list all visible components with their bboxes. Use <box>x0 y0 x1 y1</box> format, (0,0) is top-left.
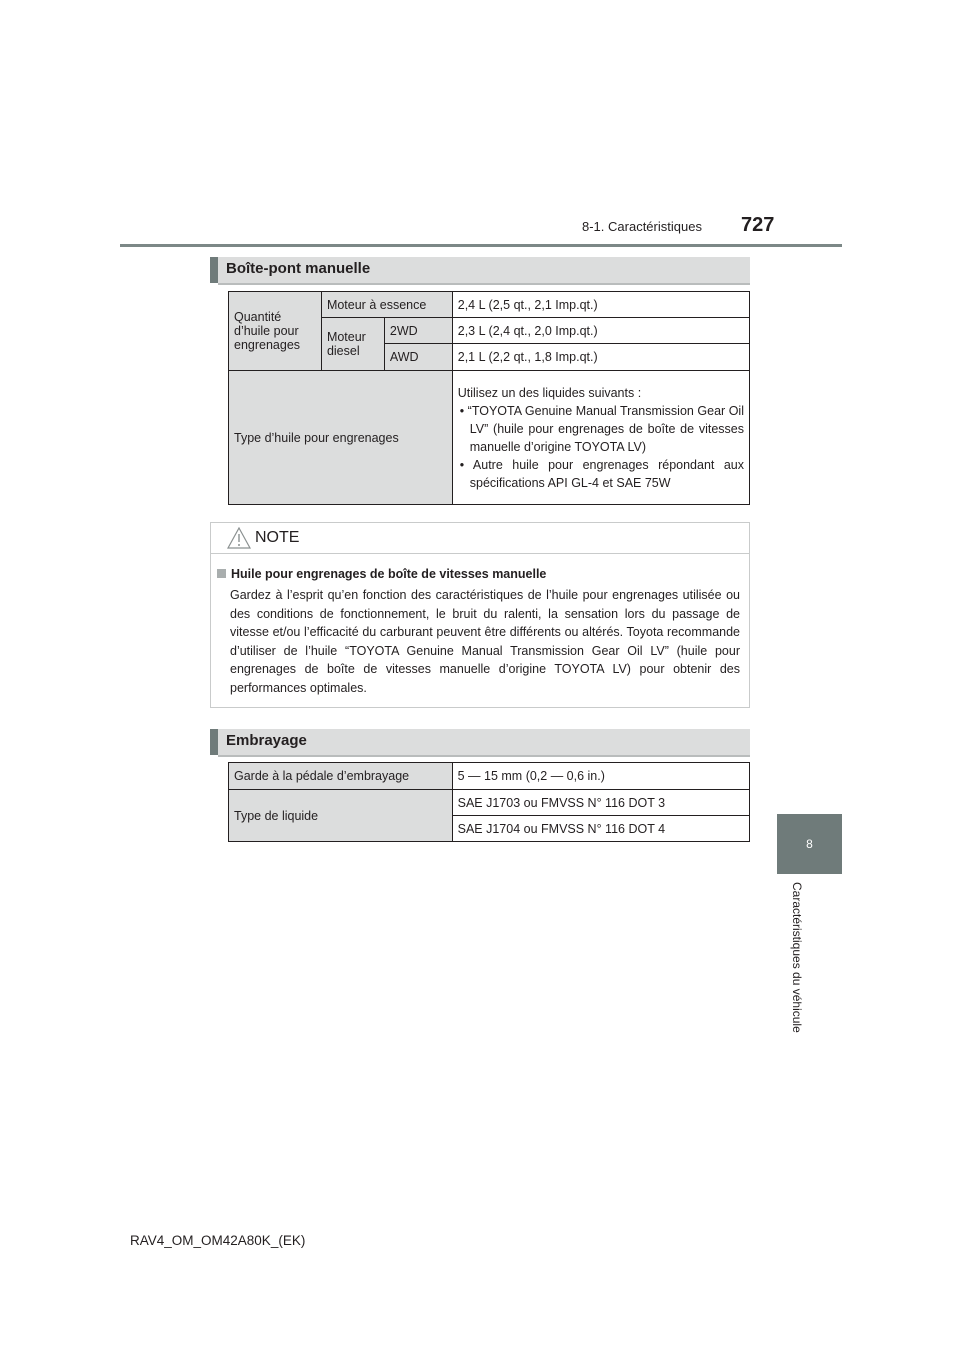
note-heading <box>217 567 546 581</box>
chapter-tab[interactable]: 8 <box>777 814 842 874</box>
wd2-label-cell: 2WD <box>384 318 452 344</box>
pedal-value-cell: 5 — 15 mm (0,2 — 0,6 in.) <box>452 763 749 790</box>
qty-label-cell: Quantité d’huile pour engrenages <box>229 292 322 371</box>
section-title-gearbox: Boîte-pont manuelle <box>226 260 371 277</box>
footer-code: RAV4_OM_OM42A80K_(EK) <box>130 1233 306 1248</box>
note-box <box>210 522 750 708</box>
oil-type-label-cell: Type d’huile pour engrenages <box>229 371 453 505</box>
petrol-label-cell: Moteur à essence <box>321 292 452 318</box>
fluid-label-cell: Type de liquide <box>229 790 453 842</box>
square-bullet-icon <box>217 569 226 578</box>
page-number: 727 <box>741 214 775 236</box>
note-title: NOTE <box>255 529 300 546</box>
section-underline <box>218 755 750 757</box>
awd-value-cell: 2,1 L (2,2 qt., 1,8 Imp.qt.) <box>452 344 749 371</box>
chapter-side-label: Caractéristiques du véhicule <box>790 882 804 1033</box>
diesel-label-cell: Moteur diesel <box>321 318 384 371</box>
section-bar-clutch <box>210 729 750 755</box>
oil-type-value-cell <box>452 371 749 505</box>
fluid-value-cell: SAE J1704 ou FMVSS N° 116 DOT 4 <box>452 816 749 842</box>
header-rule <box>120 244 842 247</box>
header-section-title: 8-1. Caractéristiques <box>582 219 702 234</box>
note-body: Gardez à l’esprit qu’en fonction des caractéristiques de l’huile pour engrenages utilisée ou des conditions de fonctionnement, le bruit du ralenti, la sensation lors du passage de vitesse et/ou l’efficacité du carburant peuvent être différents ou altérés. Toyota recommande d’utiliser de l’huile “TOYOTA Genuine Manual Transmission Gear Oil LV” (huile pour engrenages de boîte de vitesses manuelle d’origine TOYOTA LV) pour obtenir des performances optimales. <box>230 588 740 695</box>
note-title-row <box>211 523 749 554</box>
note-heading-text: Huile pour engrenages de boîte de vitesses manuelle <box>231 567 547 581</box>
petrol-value-cell: 2,4 L (2,5 qt., 2,1 Imp.qt.) <box>452 292 749 318</box>
oil-type-item: • Autre huile pour engrenages répondant aux spécifications API GL-4 et SAE 75W <box>459 457 744 490</box>
clutch-spec-table <box>228 762 750 842</box>
section-bar-gearbox <box>210 257 750 283</box>
wd2-value-cell: 2,3 L (2,4 qt., 2,0 Imp.qt.) <box>452 318 749 344</box>
oil-type-intro: Utilisez un des liquides suivants : <box>457 385 642 400</box>
section-title-clutch: Embrayage <box>226 732 307 749</box>
warning-triangle-icon <box>227 527 251 549</box>
gearbox-spec-table <box>228 291 750 505</box>
oil-type-item: • “TOYOTA Genuine Manual Transmission Gear Oil LV” (huile pour engrenages de boîte de vitesses manuelle d’origine TOYOTA LV) <box>459 403 744 454</box>
awd-label-cell: AWD <box>384 344 452 371</box>
section-underline <box>218 283 750 285</box>
fluid-value-cell: SAE J1703 ou FMVSS N° 116 DOT 3 <box>452 790 749 816</box>
pedal-label-cell: Garde à la pédale d’embrayage <box>229 763 453 790</box>
